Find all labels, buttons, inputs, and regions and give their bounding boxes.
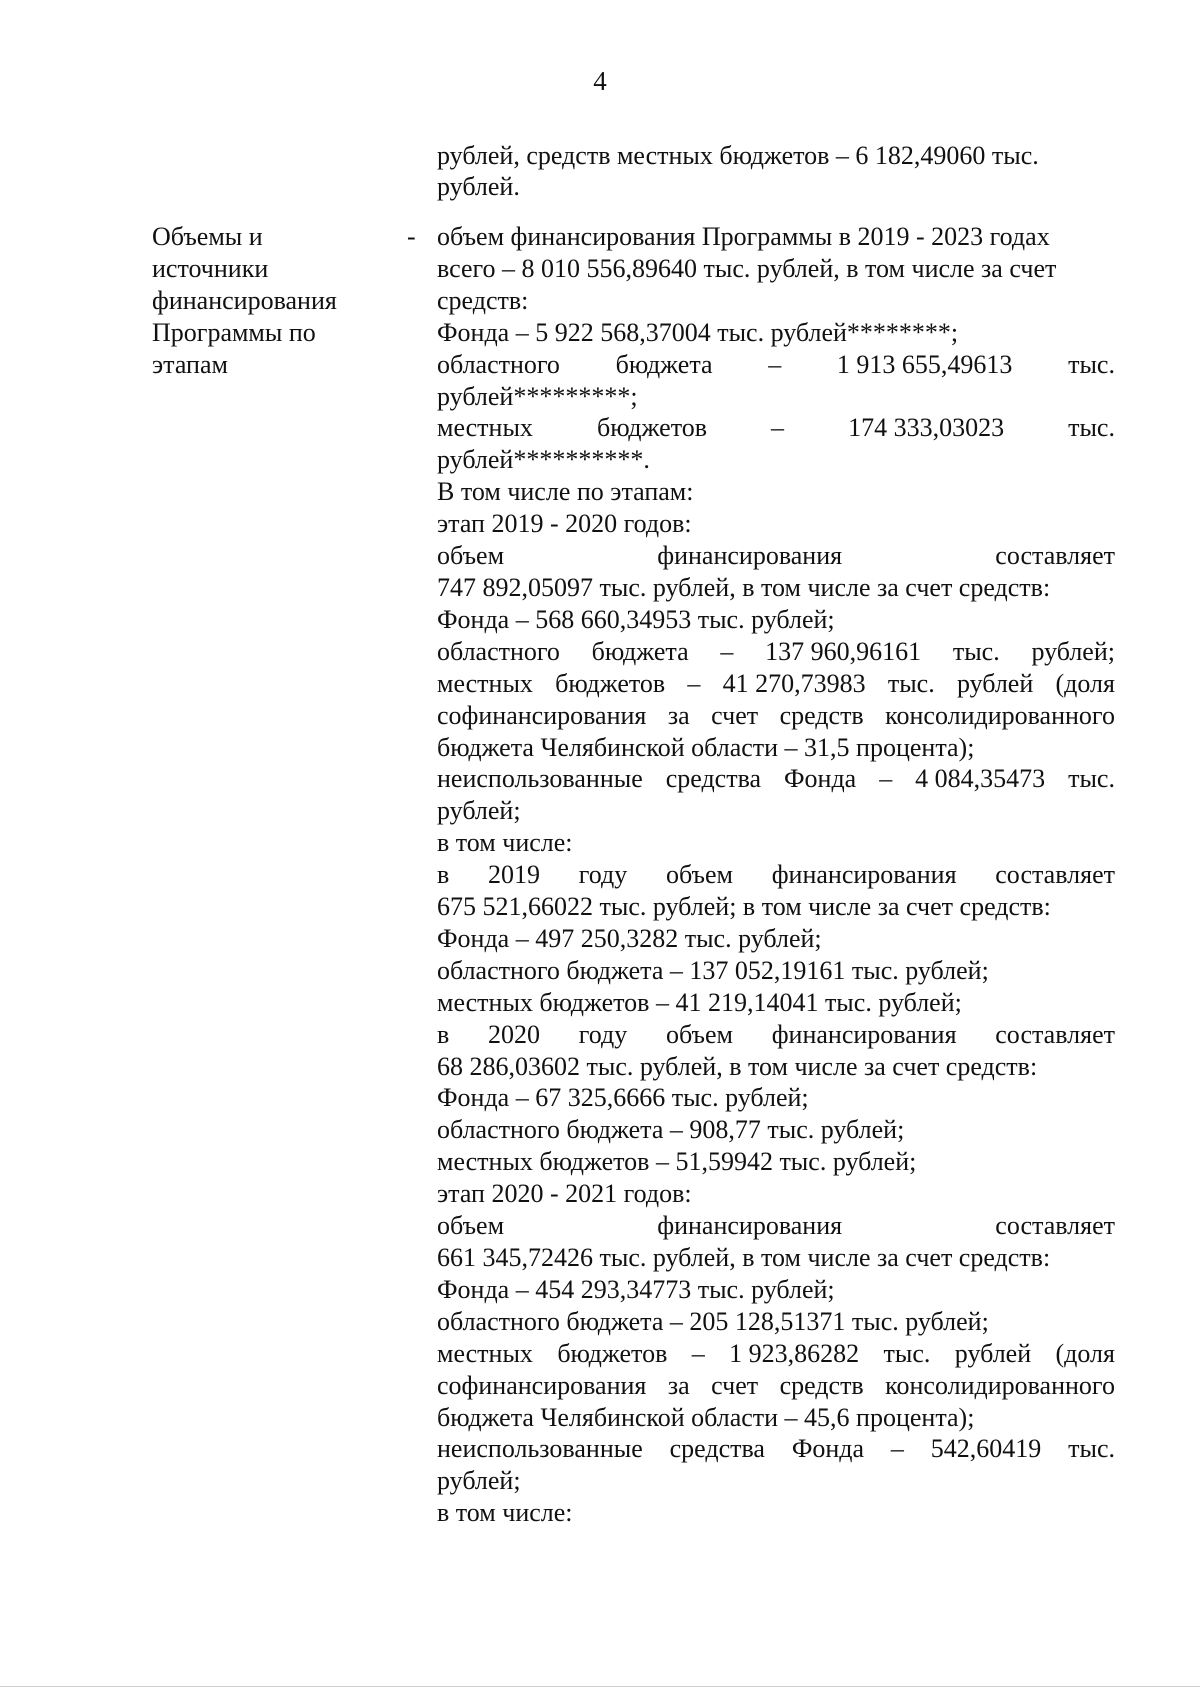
word: 174 333,03023 [848, 413, 1005, 443]
word: – [890, 1434, 904, 1464]
text-line: рублей; [437, 796, 521, 826]
text-line-justified [437, 1019, 1115, 1051]
text-line: бюджета Челябинской области – 31,5 процента); [437, 732, 975, 762]
text-line: Фонда – 67 325,6666 тыс. рублей; [437, 1083, 809, 1113]
continuation-text [437, 140, 1115, 202]
word: неиспользованные [437, 1434, 643, 1464]
text-line: Фонда – 497 250,3282 тыс. рублей; [437, 923, 822, 953]
text-line-justified [437, 763, 1115, 795]
section-label-line: этапам [152, 350, 228, 379]
word: финансирования [657, 1211, 843, 1241]
word: – [771, 413, 785, 443]
text-line: Фонда – 5 922 568,37004 тыс. рублей********; [437, 317, 959, 347]
text-line: в том числе: [437, 1498, 573, 1528]
text-line: областного бюджета – 908,77 тыс. рублей; [437, 1115, 905, 1145]
word: тыс. [1068, 1434, 1115, 1464]
word: финансирования [771, 1019, 957, 1049]
word: тыс. [887, 668, 935, 698]
text-line-justified [437, 1210, 1115, 1242]
word: составляет [995, 541, 1115, 571]
word: бюджета [615, 349, 713, 379]
word: средств [779, 700, 864, 730]
word: 1 913 655,49613 [836, 349, 1013, 379]
word: составляет [995, 1019, 1115, 1049]
word: консолидированного [885, 1370, 1115, 1400]
text-line: всего – 8 010 556,89640 тыс. рублей, в том числе за счет [437, 253, 1057, 283]
text-line: 68 286,03602 тыс. рублей, в том числе за счет средств: [437, 1051, 1038, 1081]
text-line-justified [437, 412, 1115, 444]
word: счет [711, 700, 759, 730]
word: местных [437, 1338, 533, 1368]
financing-details [437, 221, 1115, 1529]
word: составляет [995, 860, 1115, 890]
text-line: 661 345,72426 тыс. рублей, в том числе за счет средств: [437, 1243, 1051, 1272]
word: местных [437, 668, 533, 698]
word: объем [437, 1211, 505, 1241]
word: 137 960,96161 [765, 636, 922, 666]
word: 4 084,35473 [915, 764, 1046, 794]
text-line-justified [437, 540, 1115, 572]
section-label-line: источники [152, 254, 269, 283]
word: объем [665, 1019, 733, 1049]
word: рублей; [1031, 636, 1115, 666]
word: тыс. [1068, 764, 1115, 794]
word: 41 270,73983 [722, 668, 866, 698]
word: (доля [1055, 1338, 1115, 1368]
text-line: Фонда – 568 660,34953 тыс. рублей; [437, 604, 835, 634]
word: – [768, 349, 782, 379]
word: рублей [954, 1338, 1032, 1368]
text-line-content: рублей, средств местных бюджетов – 6 182,49060 тыс. [437, 141, 1039, 170]
text-line-justified [437, 349, 1115, 381]
word: средства [669, 1434, 765, 1464]
text-line: рублей. [437, 172, 520, 201]
word: 1 923,86282 [729, 1338, 860, 1368]
word: за [667, 700, 690, 730]
text-line: Фонда – 454 293,34773 тыс. рублей; [437, 1274, 835, 1304]
word: объем [665, 860, 733, 890]
word: тыс. [1068, 413, 1115, 443]
word: средств [779, 1370, 864, 1400]
word: – [687, 668, 701, 698]
word: году [578, 860, 628, 890]
word: областного [437, 349, 560, 379]
text-line: 747 892,05097 тыс. рублей, в том числе за счет средств: [437, 572, 1051, 602]
word: финансирования [771, 860, 957, 890]
text-line: 675 521,66022 тыс. рублей; в том числе за счет средств: [437, 892, 1051, 922]
text-line: рублей*********; [437, 381, 638, 411]
word: областного [437, 636, 560, 666]
word: бюджетов [555, 668, 666, 698]
text-line: средств: [437, 285, 529, 315]
word: (доля [1055, 668, 1115, 698]
word: консолидированного [885, 700, 1115, 730]
section-label [152, 221, 382, 381]
word: в [437, 1019, 450, 1049]
section-label-line: Программы по [152, 318, 316, 347]
word: бюджетов [557, 1338, 668, 1368]
word: в [437, 860, 450, 890]
page-bottom-edge [0, 1686, 1200, 1687]
text-line-justified [437, 1433, 1115, 1465]
text-line-justified [437, 668, 1115, 700]
text-line: областного бюджета – 137 052,19161 тыс. рублей; [437, 955, 989, 985]
word: тыс. [1068, 349, 1115, 379]
word: – [879, 764, 893, 794]
page-number: 4 [593, 66, 607, 96]
word: – [691, 1338, 705, 1368]
text-line: этап 2019 - 2020 годов: [437, 509, 692, 539]
text-line: рублей; [437, 1466, 521, 1496]
text-line: объем финансирования Программы в 2019 - 2023 годах [437, 222, 1050, 251]
text-line-justified [437, 1370, 1115, 1402]
text-line: местных бюджетов – 41 219,14041 тыс. рублей; [437, 987, 962, 1017]
word: тыс. [952, 636, 1000, 666]
text-line: бюджета Челябинской области – 45,6 процента); [437, 1402, 975, 1432]
word: 542,60419 [930, 1434, 1042, 1464]
text-line: этап 2020 - 2021 годов: [437, 1179, 692, 1209]
text-line-justified [437, 636, 1115, 668]
section-label-line: Объемы и [152, 222, 263, 251]
text-line: областного бюджета – 205 128,51371 тыс. рублей; [437, 1306, 989, 1336]
text-line: в том числе: [437, 828, 573, 858]
text-line: В том числе по этапам: [437, 477, 694, 507]
text-line-justified [437, 859, 1115, 891]
word: софинансирования [437, 700, 647, 730]
word: рублей [956, 668, 1034, 698]
word: местных [437, 413, 533, 443]
word: тыс. [883, 1338, 931, 1368]
word: финансирования [657, 541, 843, 571]
word: за [667, 1370, 690, 1400]
word: 2020 [488, 1019, 540, 1049]
text-line: рублей**********. [437, 445, 650, 475]
word: Фонда [791, 1434, 865, 1464]
word: году [578, 1019, 628, 1049]
word: софинансирования [437, 1370, 647, 1400]
text-line: местных бюджетов – 51,59942 тыс. рублей; [437, 1147, 917, 1177]
section-label-line: финансирования [152, 286, 337, 315]
list-dash: - [407, 222, 416, 251]
word: средства [665, 764, 762, 794]
word: Фонда [784, 764, 857, 794]
text-line [437, 140, 1115, 171]
word: счет [711, 1370, 759, 1400]
word: составляет [995, 1211, 1115, 1241]
word: 2019 [488, 860, 540, 890]
word: бюджета [591, 636, 689, 666]
word: бюджетов [596, 413, 707, 443]
word: объем [437, 541, 505, 571]
text-line-justified [437, 1338, 1115, 1370]
word: неиспользованные [437, 764, 643, 794]
word: – [720, 636, 734, 666]
text-line-justified [437, 700, 1115, 732]
